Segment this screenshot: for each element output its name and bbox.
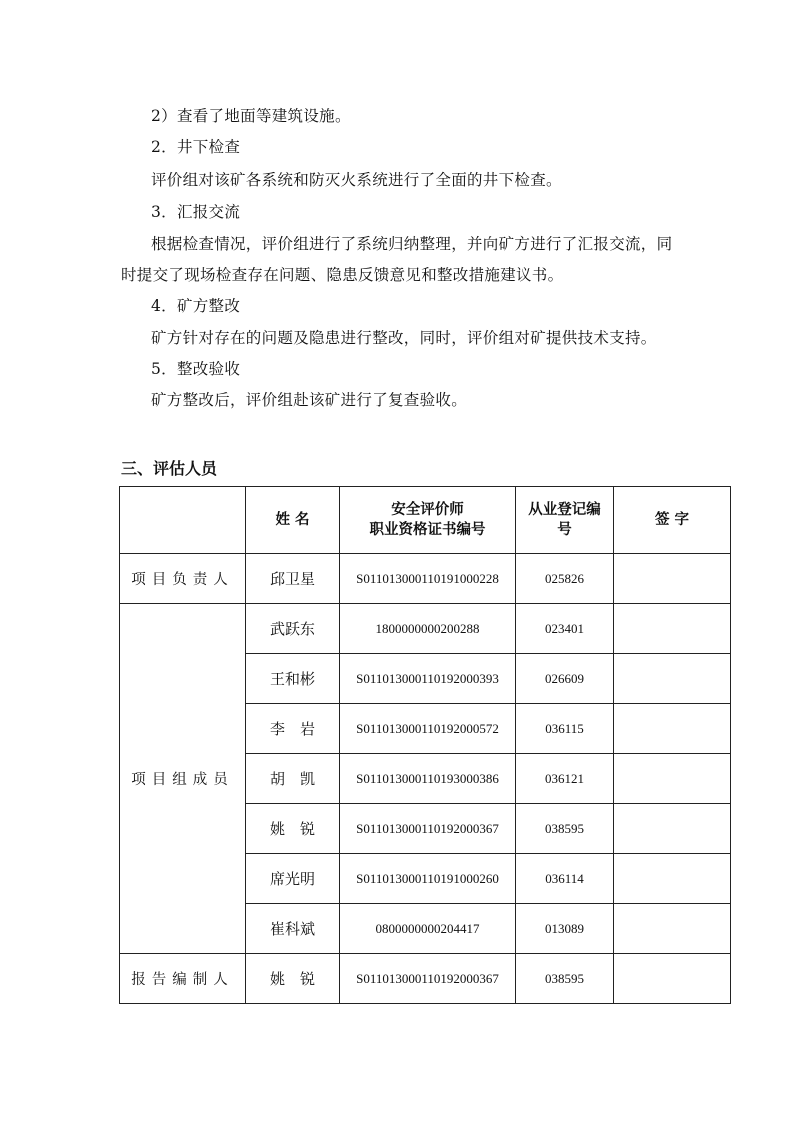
reg-cell: 036114 — [516, 854, 614, 904]
subsection-heading-5: 5．整改验收 — [151, 360, 241, 378]
body-line-1: 2）查看了地面等建筑设施。 — [151, 107, 351, 125]
body-line-5: 根据检查情况，评价组进行了系统归纳整理，并向矿方进行了汇报交流，同 — [151, 235, 673, 253]
sign-cell — [614, 754, 731, 804]
section-title: 三、评估人员 — [121, 459, 218, 478]
role-author: 报告编制人 — [120, 954, 246, 1004]
subsection-heading-2: 2．井下检查 — [151, 138, 241, 156]
header-reg-line1: 从业登记编 — [528, 502, 601, 518]
role-members: 项目组成员 — [120, 604, 246, 954]
table-row — [120, 604, 731, 654]
header-cert-line2: 职业资格证书编号 — [369, 522, 486, 538]
sign-cell — [614, 954, 731, 1004]
name-cell: 李 岩 — [246, 704, 340, 754]
sign-cell — [614, 554, 731, 604]
body-line-10: 矿方整改后，评价组赴该矿进行了复查验收。 — [151, 391, 468, 409]
cert-cell: S011013000110193000386 — [340, 754, 516, 804]
header-sign: 签 字 — [614, 487, 731, 554]
reg-cell: 036115 — [516, 704, 614, 754]
cert-cell: S011013000110192000367 — [340, 954, 516, 1004]
header-cert — [340, 487, 516, 554]
header-reg-line2: 号 — [557, 522, 572, 538]
cert-cell: S011013000110192000367 — [340, 804, 516, 854]
name-cell: 姚 锐 — [246, 804, 340, 854]
name-cell: 席光明 — [246, 854, 340, 904]
table-header-row — [120, 487, 731, 554]
role-leader: 项目负责人 — [120, 554, 246, 604]
cert-cell: 0800000000204417 — [340, 904, 516, 954]
cert-cell: 1800000000200288 — [340, 604, 516, 654]
header-reg — [516, 487, 614, 554]
sign-cell — [614, 904, 731, 954]
staff-table — [119, 486, 731, 1004]
sign-cell — [614, 704, 731, 754]
header-name: 姓 名 — [246, 487, 340, 554]
reg-cell: 025826 — [516, 554, 614, 604]
subsection-heading-3: 3．汇报交流 — [151, 203, 241, 221]
reg-cell: 038595 — [516, 954, 614, 1004]
body-line-8: 矿方针对存在的问题及隐患进行整改，同时，评价组对矿提供技术支持。 — [151, 329, 657, 347]
name-cell: 王和彬 — [246, 654, 340, 704]
sign-cell — [614, 854, 731, 904]
body-line-3: 评价组对该矿各系统和防灭火系统进行了全面的井下检查。 — [151, 171, 562, 189]
cert-cell: S011013000110192000393 — [340, 654, 516, 704]
reg-cell: 036121 — [516, 754, 614, 804]
name-cell: 邱卫星 — [246, 554, 340, 604]
subsection-heading-4: 4．矿方整改 — [151, 297, 241, 315]
name-cell: 胡 凯 — [246, 754, 340, 804]
cert-cell: S011013000110192000572 — [340, 704, 516, 754]
cert-cell: S011013000110191000228 — [340, 554, 516, 604]
header-empty-cell — [120, 487, 246, 554]
sign-cell — [614, 654, 731, 704]
reg-cell: 038595 — [516, 804, 614, 854]
name-cell: 武跃东 — [246, 604, 340, 654]
sign-cell — [614, 604, 731, 654]
header-cert-line1: 安全评价师 — [391, 502, 464, 518]
body-line-6: 时提交了现场检查存在问题、隐患反馈意见和整改措施建议书。 — [121, 266, 564, 284]
sign-cell — [614, 804, 731, 854]
reg-cell: 026609 — [516, 654, 614, 704]
reg-cell: 013089 — [516, 904, 614, 954]
table-row — [120, 954, 731, 1004]
table-row — [120, 554, 731, 604]
reg-cell: 023401 — [516, 604, 614, 654]
cert-cell: S011013000110191000260 — [340, 854, 516, 904]
name-cell: 姚 锐 — [246, 954, 340, 1004]
name-cell: 崔科斌 — [246, 904, 340, 954]
